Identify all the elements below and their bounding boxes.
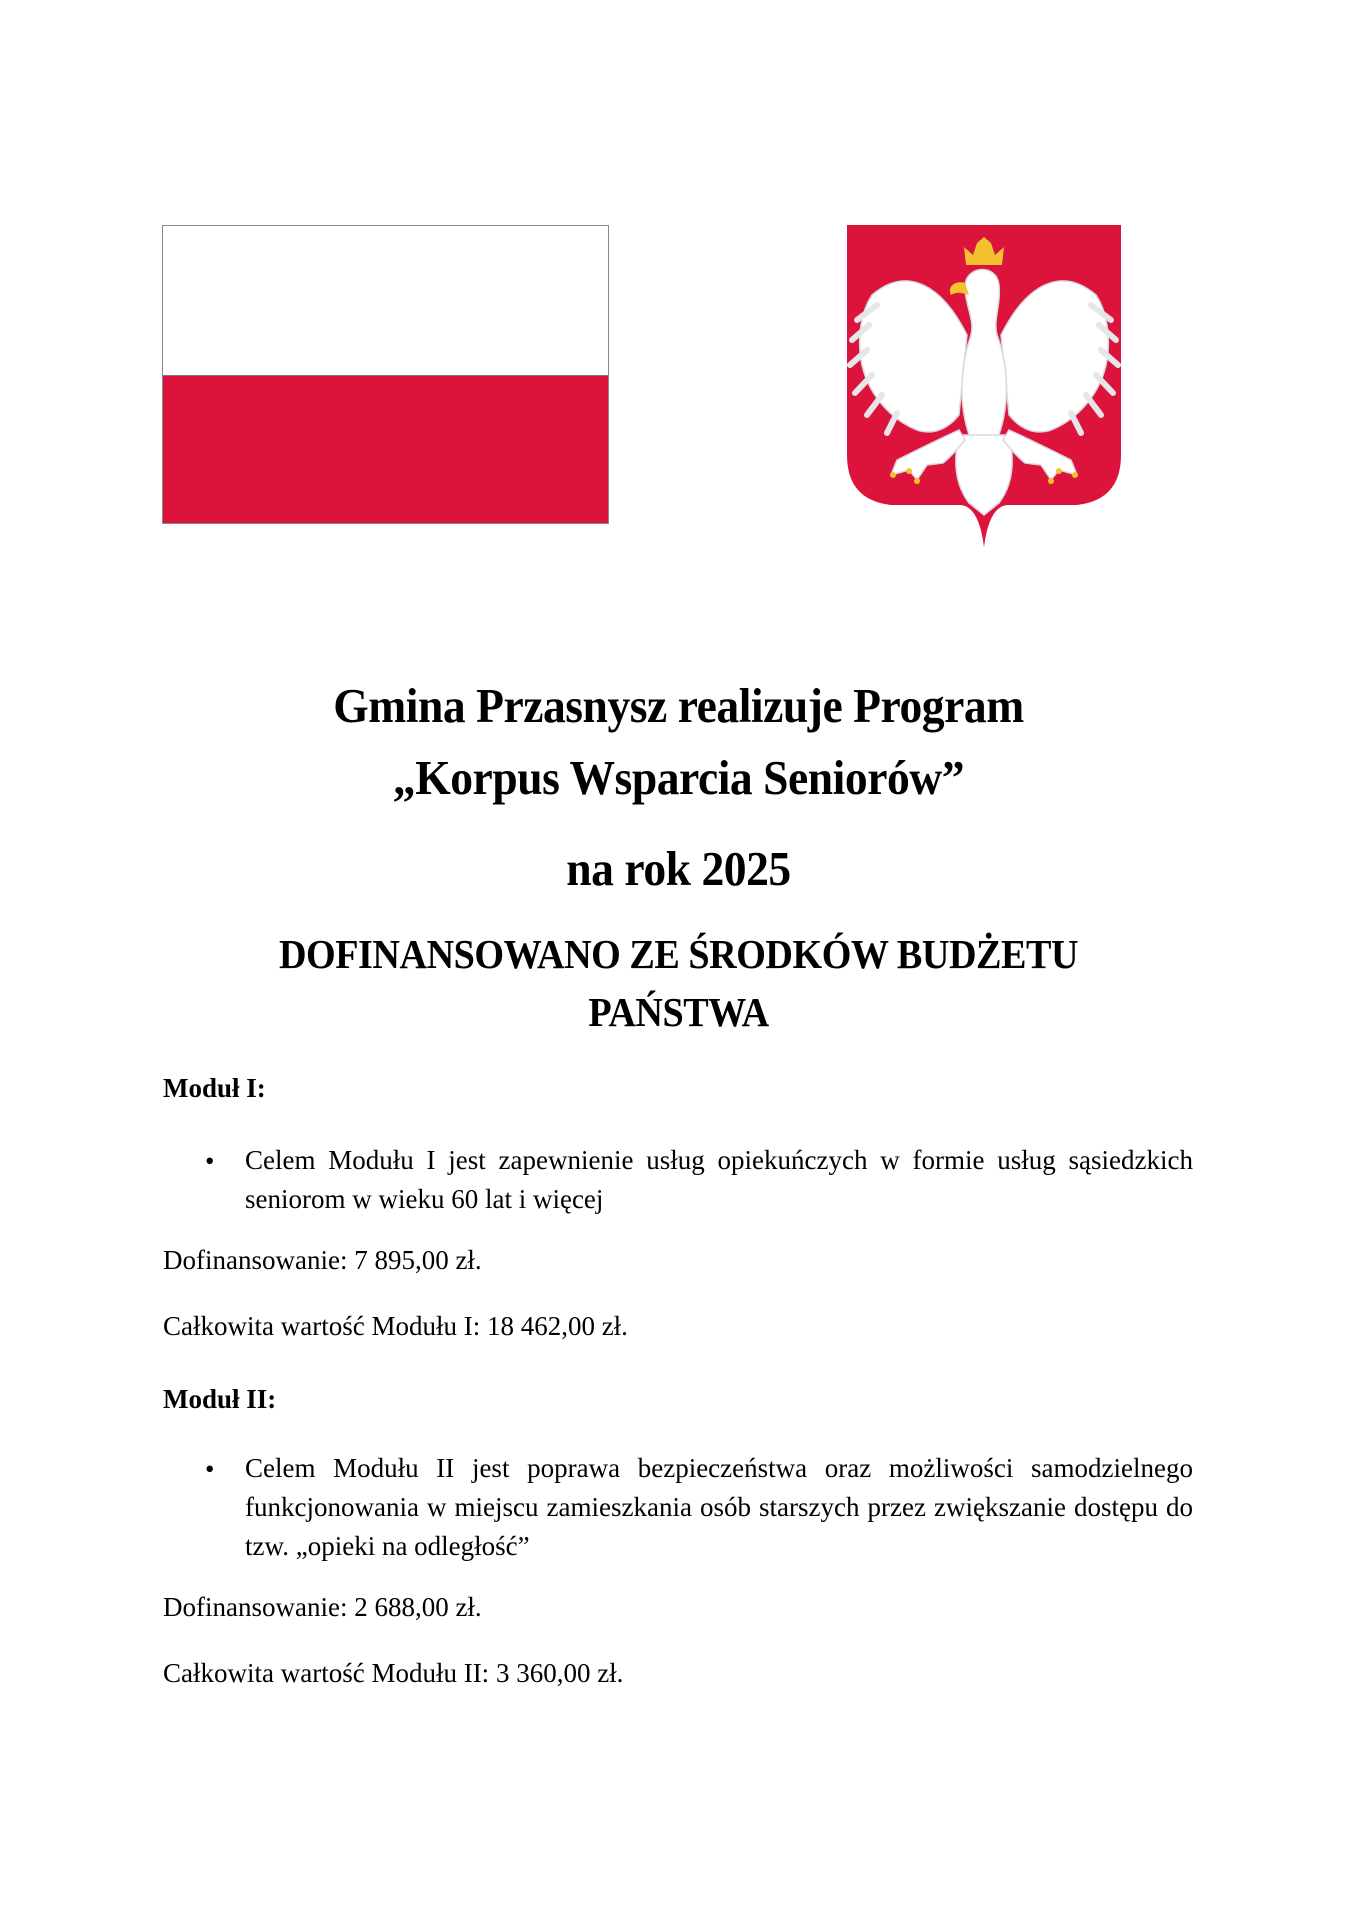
program-year: na rok 2025 (566, 841, 791, 896)
funding-heading-line-1: DOFINANSOWANO ZE ŚRODKÓW BUDŻETU (278, 931, 1079, 977)
module-1-heading: Moduł I: (163, 1073, 266, 1103)
module-1-total: Całkowita wartość Modułu I: 18 462,00 zł. (163, 1311, 628, 1341)
flag-white-stripe (163, 226, 608, 375)
program-title-line-1: Gmina Przasnysz realizuje Program (333, 678, 1024, 733)
program-title-line-2: „Korpus Wsparcia Seniorów” (392, 750, 965, 805)
coat-of-arms-emblem (847, 225, 1121, 547)
funding-heading-line-2: PAŃSTWA (588, 989, 769, 1035)
module-2-total: Całkowita wartość Modułu II: 3 360,00 zł. (163, 1658, 624, 1688)
bullet-icon: • (205, 1146, 215, 1176)
module-2-heading: Moduł II: (163, 1384, 277, 1414)
module-1-funding: Dofinansowanie: 7 895,00 zł. (163, 1245, 482, 1275)
flag-of-poland (162, 225, 609, 524)
module-1-goal: Celem Modułu I jest zapewnienie usług opiekuńczych w formie usług sąsiedzkich seniorom w wieku 60 lat i więcej (245, 1145, 1193, 1214)
flag-red-stripe (163, 375, 608, 524)
module-2-goal: Celem Modułu II jest poprawa bezpieczeństwa oraz możliwości samodzielnego funkcjonowania w miejscu zamieszkania osób starszych przez zwiększanie dostępu do tzw. „opieki na odległość” (245, 1453, 1193, 1561)
bullet-icon: • (205, 1454, 215, 1484)
module-2-funding: Dofinansowanie: 2 688,00 zł. (163, 1592, 482, 1622)
